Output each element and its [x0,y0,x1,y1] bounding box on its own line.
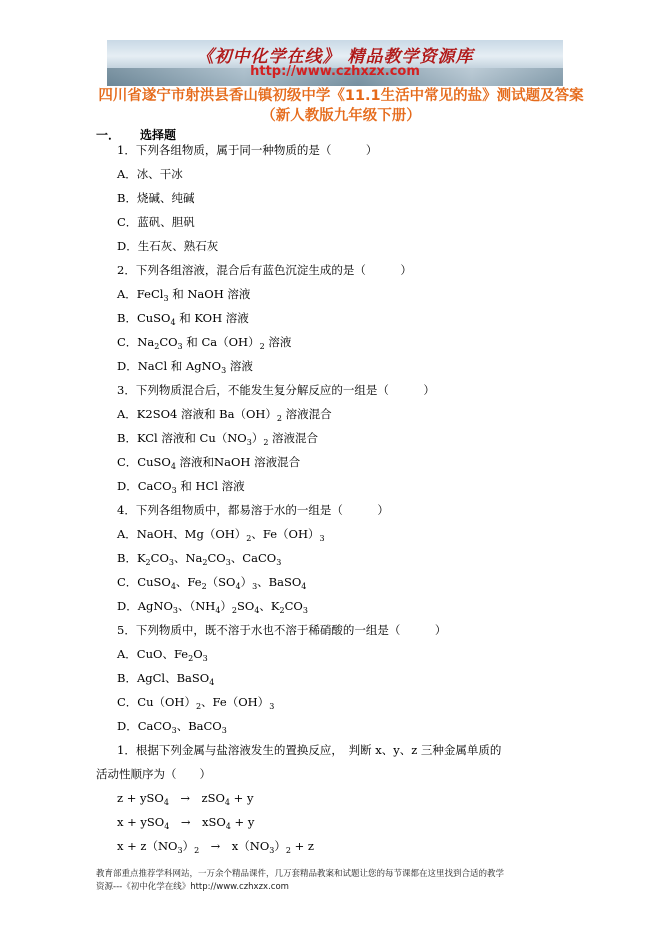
question-line: B．KCl 溶液和 $Cu(NO_3)_2$ 溶液混合 [117,431,319,447]
question-line: A．K2SO4 溶液和 $Ba(OH)_2$ 溶液混合 [117,407,332,423]
question-line: 活动性顺序为（ ） [96,767,211,781]
question-line: A．冰、干冰 [117,167,183,181]
question-line: B．AgCl、BaSO$_4$ [117,671,215,687]
footer-line-2: 资源---《初中化学在线》http://www.czhxzx.com [96,882,289,892]
question-line: D．AgNO$_3$、$(NH_4)_2SO_4$、$K_2CO_3$ [117,599,308,615]
banner-url-link[interactable]: http://www.czhxzx.com [250,64,420,79]
question-line: B．$K_2CO_3$、$Na_2CO_3$、CaCO$_3$ [117,551,282,567]
question-line: A．CuO、$Fe_2O_3$ [117,647,208,663]
question-line: C．CuSO$_4$ 溶液和NaOH 溶液混合 [117,455,301,471]
question-line: 1．根据下列金属与盐溶液发生的置换反应， 判断 x、y、z 三种金属单质的 [117,743,502,757]
document-title: 四川省遂宁市射洪县香山镇初级中学《11.1生活中常见的盐》测试题及答案（新人教版九年级下册） [98,88,584,124]
question-line: 4．下列各组物质中，都易溶于水的一组是（ ） [117,503,389,517]
question-line: C．CuSO$_4$、$Fe_2(SO_4)_3$、BaSO$_4$ [117,575,307,591]
question-line: B．CuSO$_4$ 和 KOH 溶液 [117,311,249,327]
section-label: 选择题 [140,128,177,142]
question-line: 2．下列各组溶液，混合后有蓝色沉淀生成的是（ ） [117,263,412,277]
question-line: x + ySO$_4$ → xSO$_4$ + y [117,815,255,831]
question-line: 1．下列各组物质，属于同一种物质的是（ ） [117,143,378,157]
question-line: B．烧碱、纯碱 [117,191,195,205]
question-line: $x + z(NO_3)_2$ → $x(NO_3)_2 + z$ [117,839,314,855]
question-line: C．蓝矾、胆矾 [117,215,195,229]
question-line: 3．下列物质混合后，不能发生复分解反应的一组是（ ） [117,383,435,397]
question-line: C．$Na_2CO_3$ 和 $Ca(OH)_2$ 溶液 [117,335,292,351]
question-line: 5．下列物质中，既不溶于水也不溶于稀硝酸的一组是（ ） [117,623,447,637]
question-line: A．FeCl$_3$ 和 NaOH 溶液 [117,287,251,303]
footer-line-1: 教育部重点推荐学科网站，一万余个精品课件，几万套精品教案和试题让您的每节课都在这里找到合适的教学 [96,869,505,879]
banner-slogan: 《初中化学在线》 精品教学资源库 [196,47,474,67]
question-line: z + ySO$_4$ → zSO$_4$ + y [117,791,254,807]
question-line: C．$Cu(OH)_2$、$Fe(OH)_3$ [117,695,275,711]
section-heading [96,126,176,143]
site-banner [107,40,563,86]
question-line: A．NaOH、$Mg(OH)_2$、$Fe(OH)_3$ [117,527,325,543]
page-footer [96,868,576,894]
question-line: D．生石灰、熟石灰 [117,239,219,253]
question-line: D．CaCO$_3$ 和 HCl 溶液 [117,479,245,495]
question-line: D．CaCO$_3$、BaCO$_3$ [117,719,227,735]
section-number: 一． [96,128,121,142]
question-line: D．NaCl 和 AgNO$_3$ 溶液 [117,359,253,375]
